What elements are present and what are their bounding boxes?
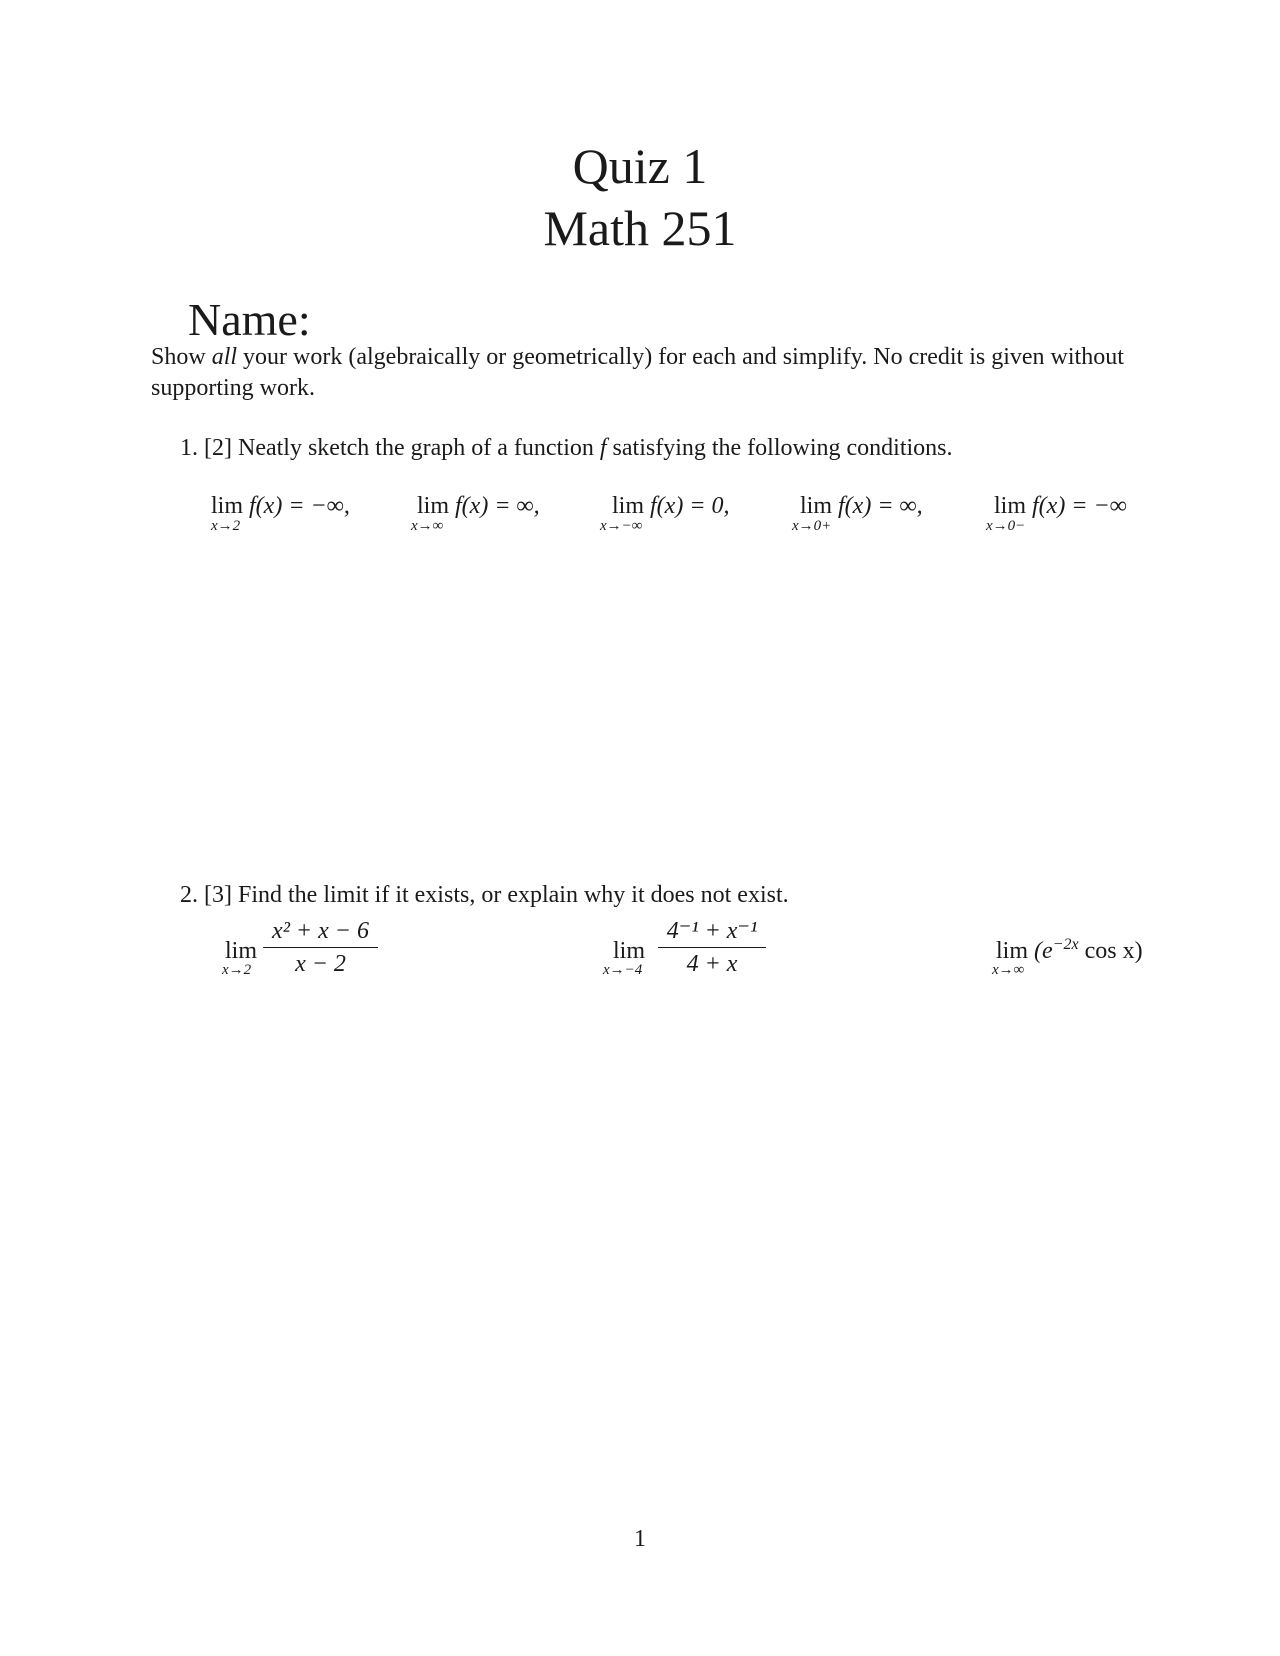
question-1-text-post: satisfying the following conditions. (606, 435, 953, 461)
question-1-points: [2] (204, 435, 232, 461)
problem-c-expr-post: cos x) (1078, 938, 1143, 964)
condition-2-lim: lim (417, 493, 450, 519)
condition-4-lim: lim (800, 493, 833, 519)
course-title: Math 251 (543, 200, 737, 256)
problem-b-sub: x→−4 (603, 962, 643, 978)
condition-4 (800, 492, 923, 520)
condition-1-lim: lim (211, 493, 244, 519)
question-1-function: f (599, 435, 607, 461)
problem-c (996, 937, 1143, 965)
problem-b-denominator: 4 + x (686, 951, 738, 977)
instructions (151, 342, 1141, 404)
instructions-post: your work (algebraically or geometrically) for each and simplify. No credit is given without supporting work. (151, 344, 1124, 401)
question-2-points: [3] (204, 882, 232, 908)
condition-5-expr: f(x) = −∞ (1032, 493, 1127, 519)
problem-a-lim: lim (225, 938, 258, 964)
question-2-number: 2. (180, 882, 198, 908)
condition-5 (994, 492, 1127, 520)
problem-c-exponent: −2x (1052, 936, 1079, 953)
problem-b-numerator: 4⁻¹ + x⁻¹ (658, 918, 766, 948)
question-2 (180, 880, 789, 910)
problem-b-lim: lim (613, 938, 646, 964)
quiz-title: Quiz 1 (572, 138, 708, 194)
condition-3-expr: f(x) = 0, (650, 493, 730, 519)
name-label: Name: (188, 294, 311, 345)
problem-c-expr-pre: (e (1034, 938, 1053, 964)
problem-c-lim: lim (996, 938, 1029, 964)
condition-4-expr: f(x) = ∞, (838, 493, 923, 519)
problem-b-fraction (658, 918, 766, 977)
instructions-pre: Show (151, 344, 212, 370)
problem-a-denominator: x − 2 (295, 951, 346, 977)
condition-3-lim: lim (612, 493, 645, 519)
question-2-text: Find the limit if it exists, or explain why it does not exist. (237, 882, 789, 908)
condition-4-sub: x→0+ (792, 518, 832, 534)
condition-1 (211, 492, 350, 520)
problem-a-fraction (263, 918, 378, 977)
instructions-emphasis: all (211, 344, 238, 370)
question-1 (180, 433, 953, 463)
condition-1-sub: x→2 (211, 518, 241, 534)
condition-2 (417, 492, 540, 520)
problem-a-numerator: x² + x − 6 (263, 918, 378, 948)
problem-c-sub: x→∞ (992, 962, 1025, 978)
condition-5-lim: lim (994, 493, 1027, 519)
condition-3 (612, 492, 730, 520)
condition-1-expr: f(x) = −∞, (249, 493, 350, 519)
question-1-text-pre: Neatly sketch the graph of a function (237, 435, 600, 461)
condition-5-sub: x→0− (986, 518, 1026, 534)
condition-2-sub: x→∞ (411, 518, 444, 534)
problem-a-sub: x→2 (222, 962, 252, 978)
condition-2-expr: f(x) = ∞, (455, 493, 540, 519)
page-number: 1 (634, 1526, 646, 1552)
question-1-number: 1. (180, 435, 198, 461)
condition-3-sub: x→−∞ (600, 518, 643, 534)
